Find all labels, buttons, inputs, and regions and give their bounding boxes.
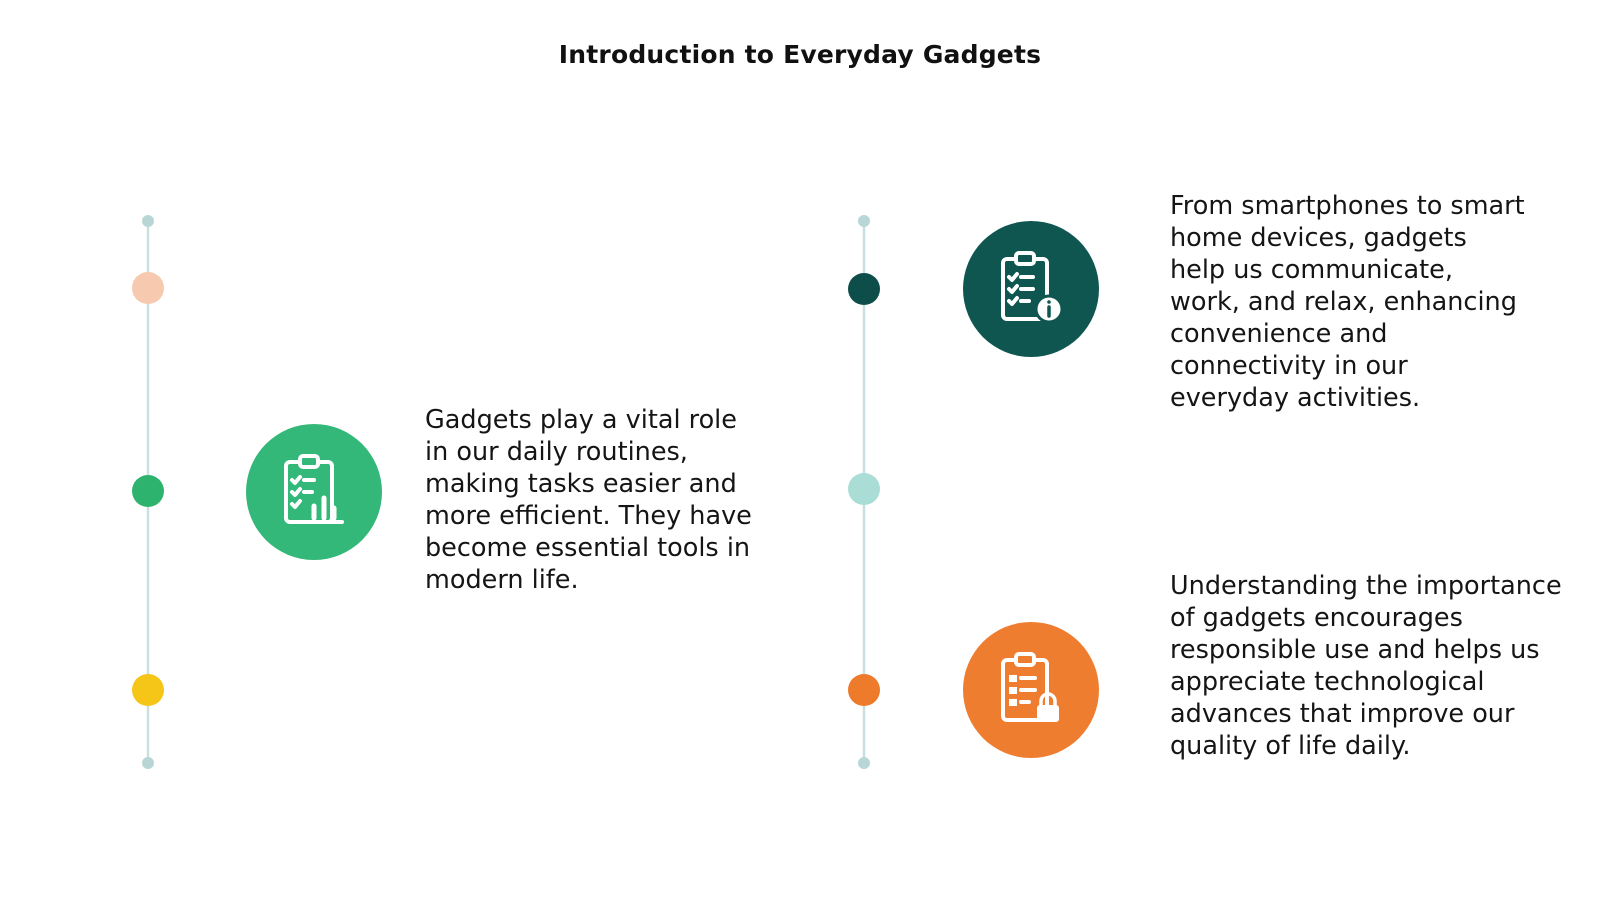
- left-timeline-end-dot: [142, 757, 154, 769]
- item-3-description: Understanding the importance of gadgets encourages responsible use and helps us appreciate technological advances that improve our quality of life daily.: [1170, 571, 1562, 761]
- right-timeline-start-dot: [858, 215, 870, 227]
- left-timeline-start-dot: [142, 215, 154, 227]
- page-title: Introduction to Everyday Gadgets: [558, 40, 1042, 69]
- clipboard-chart-icon: [246, 424, 382, 560]
- right-timeline-end-dot: [858, 757, 870, 769]
- left-timeline-dot-2: [132, 475, 164, 507]
- clipboard-info-icon: [963, 221, 1099, 357]
- right-timeline-dot-1: [848, 273, 880, 305]
- clipboard-lock-icon: [963, 622, 1099, 758]
- item-2-description: From smartphones to smart home devices, gadgets help us communicate, work, and relax, enhancing convenience and connectivity in our everyday activities.: [1170, 191, 1525, 413]
- left-timeline-dot-3: [132, 674, 164, 706]
- item-1-description: Gadgets play a vital role in our daily routines, making tasks easier and more efficient. They have become essential tools in modern life.: [425, 405, 752, 595]
- left-timeline-dot-1: [132, 272, 164, 304]
- right-timeline-dot-2: [848, 473, 880, 505]
- right-timeline-dot-3: [848, 674, 880, 706]
